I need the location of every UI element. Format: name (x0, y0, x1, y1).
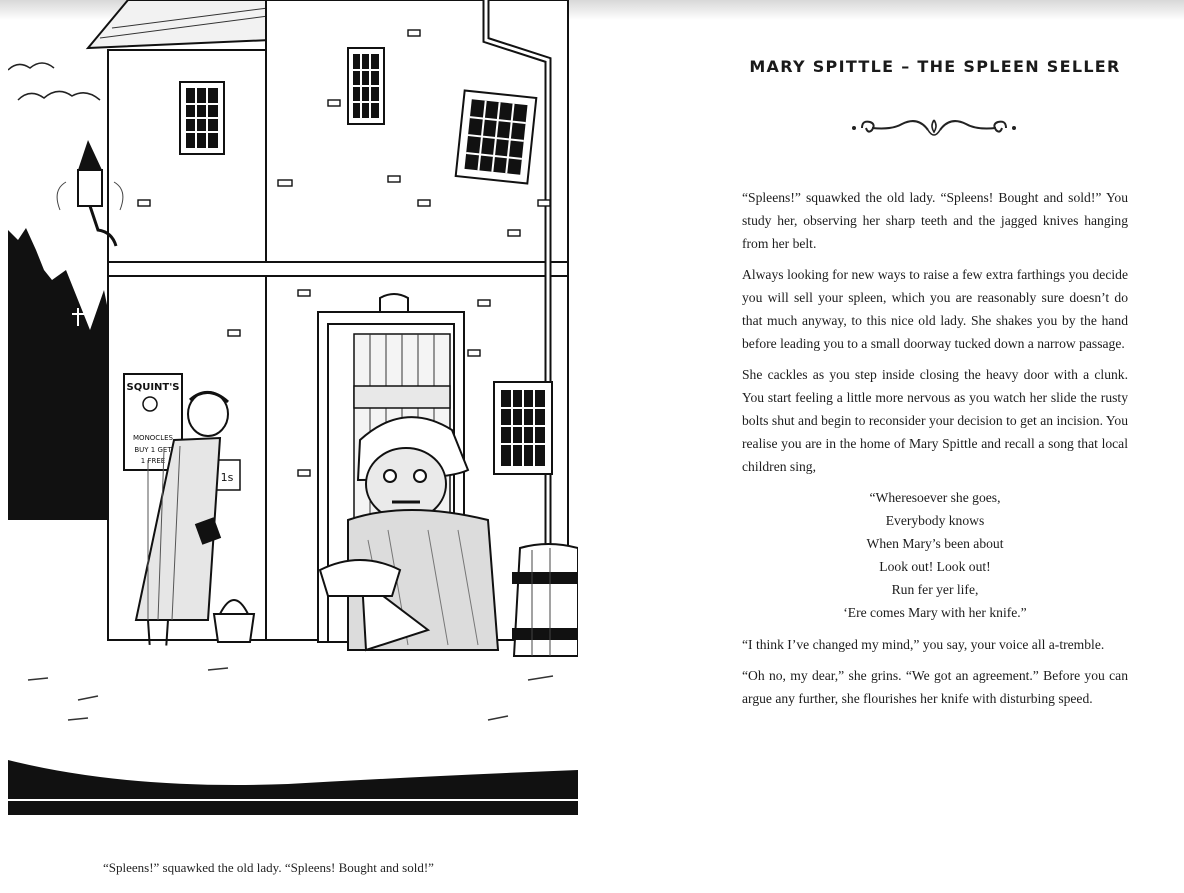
cloud (8, 63, 54, 70)
church-silhouette (8, 228, 112, 520)
cloud (18, 91, 100, 100)
song-verse (742, 486, 1128, 624)
poster-line-3: BUY 1 GET (134, 446, 172, 454)
paragraph: “Oh no, my dear,” she grins. “We got an agreement.” Before you can argue any further, she flourishes her knife with disturbing speed. (742, 668, 1128, 706)
ground (8, 640, 578, 760)
window (494, 382, 552, 474)
paragraph: Always looking for new ways to raise a few extra farthings you decide you will sell your spleen, which you are reasonably sure doesn’t do that much anyway, to this nice old lady. She shakes you by the hand before leading you to a small doorway tucked down a narrow passage. (742, 267, 1128, 351)
song-line: When Mary’s been about (866, 536, 1004, 551)
ledge (108, 262, 568, 276)
chapter-title: MARY SPITTLE – THE SPLEEN SELLER (749, 57, 1121, 76)
song-line: Look out! Look out! (879, 559, 991, 574)
song-line: ‘Ere comes Mary with her knife.” (843, 605, 1027, 620)
window (456, 90, 537, 183)
song-line: Run fer yer life, (891, 582, 979, 597)
poster-line-1: SQUINT'S (126, 382, 180, 393)
story-text (742, 186, 1128, 718)
window (180, 82, 224, 154)
roof (88, 0, 270, 48)
poster-line-2: MONOCLES (133, 434, 173, 442)
illustration-mary-spittle (8, 0, 578, 835)
song-line: “Wheresoever she goes, (869, 490, 1001, 505)
paragraph: “I think I’ve changed my mind,” you say, your voice all a-tremble. (742, 637, 1105, 652)
paragraph: “Spleens!” squawked the old lady. “Spleens! Bought and sold!” You study her, observing her sharp teeth and the jagged knives hanging from her belt. (742, 190, 1128, 251)
price-tag-text: 1s (220, 471, 234, 484)
illustration-svg (8, 0, 578, 835)
paragraph: She cackles as you step inside closing the heavy door with a clunk. You start feeling a little more nervous as you watch her slide the rusty bolts shut and begin to reconsider your decision to get an incision. You realise you are in the home of Mary Spittle and recall a song that local children sing, (742, 367, 1128, 474)
flourish-ornament (848, 112, 1020, 144)
illustration-caption: “Spleens!” squawked the old lady. “Spleens! Bought and sold!” (103, 860, 434, 875)
song-line: Everybody knows (885, 513, 985, 528)
ground-shadow (8, 760, 578, 815)
window (348, 48, 384, 124)
poster-line-4: 1 FREE (140, 457, 166, 465)
barrel (512, 544, 578, 656)
